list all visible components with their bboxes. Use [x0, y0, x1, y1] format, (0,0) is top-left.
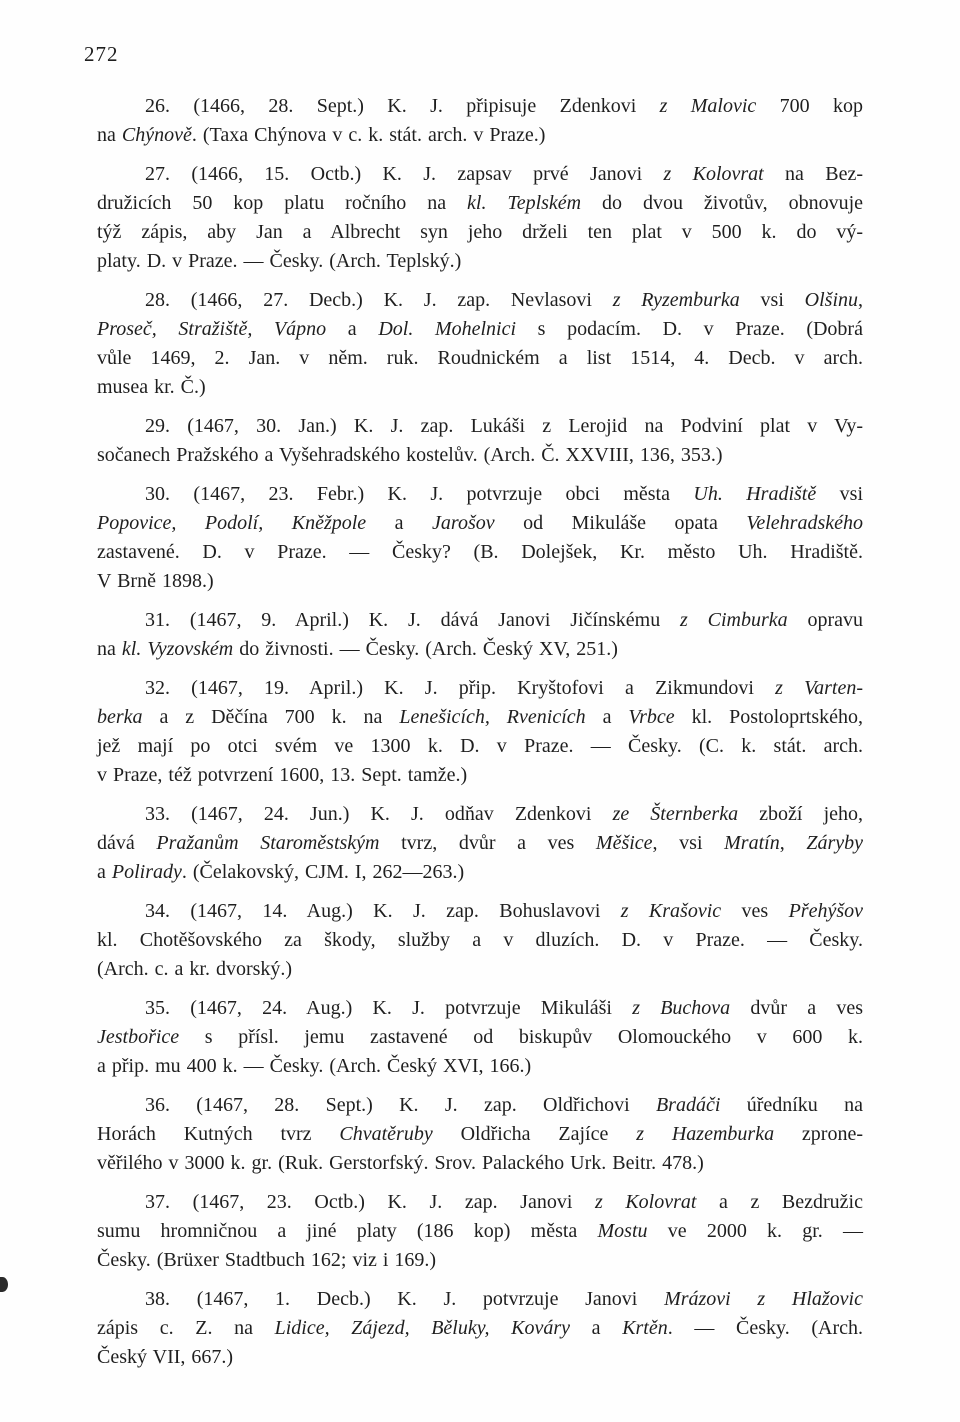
entry-32 — [97, 674, 863, 790]
entry-31 — [97, 606, 863, 664]
entry-33 — [97, 800, 863, 887]
entry-31-line: 31. (1467, 9. April.) K. J. dává Janovi Jičínskému z Cimburka opravu — [145, 609, 863, 631]
entry-27-line: družicích 50 kop platu ročního na kl. Teplském do dvou životův, obnovuje — [97, 192, 864, 214]
entry-37-line: 37. (1467, 23. Octb.) K. J. zap. Janovi z Kolovrat a z Bezdružic — [145, 1191, 863, 1213]
entry-38-line: Český VII, 667.) — [97, 1346, 234, 1368]
entry-26-line: na Chýnově. (Taxa Chýnova v c. k. stát. arch. v Praze.) — [97, 124, 546, 146]
entry-36-line: věřilého v 3000 k. gr. (Ruk. Gerstorfský. Srov. Palackého Urk. Beitr. 478.) — [97, 1152, 704, 1174]
entry-28 — [97, 286, 863, 402]
page-number: 272 — [84, 42, 119, 66]
entry-32-line: v Praze, též potvrzení 1600, 13. Sept. tamže.) — [97, 764, 468, 786]
entry-30-line: Popovice, Podolí, Kněžpole a Jarošov od Mikuláše opata Velehradského — [97, 512, 863, 534]
entry-28-line: Proseč, Stražiště, Vápno a Dol. Mohelnici s podacím. D. v Praze. (Dobrá — [97, 318, 863, 340]
entry-33-line: dává Pražanům Staroměstským tvrz, dvůr a ves Měšice, vsi Mratín, Záryby — [97, 832, 863, 854]
entry-33-line: a Polirady. (Čelakovský, CJM. I, 262—263.) — [97, 861, 465, 883]
entry-37-line: Česky. (Brüxer Stadtbuch 162; viz i 169.) — [97, 1249, 437, 1271]
entry-27-line: týž zápis, aby Jan a Albrecht syn jeho drželi ten plat v 500 k. do vý- — [97, 221, 863, 243]
entry-32-line: berka a z Děčína 700 k. na Lenešicích, Rvenicích a Vrbce kl. Postoloprtského, — [97, 706, 864, 728]
entry-32-line: 32. (1467, 19. April.) K. J. přip. Kryštofovi a Zikmundovi z Varten- — [145, 677, 863, 699]
entry-31-line: na kl. Vyzovském do živnosti. — Česky. (Arch. Český XV, 251.) — [97, 638, 618, 660]
entry-26-line: 26. (1466, 28. Sept.) K. J. připisuje Zdenkovi z Malovic 700 kop — [145, 95, 863, 117]
entry-27-line: 27. (1466, 15. Octb.) K. J. zapsav prvé Janovi z Kolovrat na Bez- — [145, 163, 863, 185]
entry-34 — [97, 897, 863, 984]
entry-37-line: sumu hromničnou a jiné platy (186 kop) města Mostu ve 2000 k. gr. — — [97, 1220, 864, 1242]
entry-29 — [97, 412, 863, 470]
entry-30-line: V Brně 1898.) — [97, 570, 214, 592]
entry-36 — [97, 1091, 863, 1178]
entry-26 — [97, 92, 863, 150]
regesta-entries — [97, 92, 863, 1382]
entry-28-line: musea kr. Č.) — [97, 376, 206, 398]
entry-35-line: 35. (1467, 24. Aug.) K. J. potvrzuje Mikuláši z Buchova dvůr a ves — [145, 997, 863, 1019]
entry-35 — [97, 994, 863, 1081]
scan-artifact — [0, 1277, 8, 1292]
entry-30-line: zastavené. D. v Praze. — Česky? (B. Dolejšek, Kr. město Uh. Hradiště. — [97, 541, 863, 563]
entry-30 — [97, 480, 863, 596]
entry-36-line: Horách Kutných tvrz Chvatěruby Oldřicha Zajíce z Hazemburka zprone- — [97, 1123, 864, 1145]
entry-27-line: platy. D. v Praze. — Česky. (Arch. Teplský.) — [97, 250, 462, 272]
entry-37 — [97, 1188, 863, 1275]
entry-38-line: zápis c. Z. na Lidice, Zájezd, Běluky, Kováry a Krtěn. — Česky. (Arch. — [97, 1317, 863, 1339]
entry-29-line: sočanech Pražského a Vyšehradského kostelův. (Arch. Č. XXVIII, 136, 353.) — [97, 444, 723, 466]
entry-38-line: 38. (1467, 1. Decb.) K. J. potvrzuje Janovi Mrázovi z Hlažovic — [145, 1288, 863, 1310]
entry-35-line: Jestbořice s přísl. jemu zastavené od biskupův Olomouckého v 600 k. — [97, 1026, 863, 1048]
entry-36-line: 36. (1467, 28. Sept.) K. J. zap. Oldřichovi Bradáči úředníku na — [145, 1094, 863, 1116]
entry-34-line: 34. (1467, 14. Aug.) K. J. zap. Bohuslavovi z Krašovic ves Přehýšov — [145, 900, 863, 922]
entry-32-line: jež mají po otci svém ve 1300 k. D. v Praze. — Česky. (C. k. stát. arch. — [97, 735, 863, 757]
entry-33-line: 33. (1467, 24. Jun.) K. J. odňav Zdenkovi ze Šternberka zboží jeho, — [145, 803, 863, 825]
entry-30-line: 30. (1467, 23. Febr.) K. J. potvrzuje obci města Uh. Hradiště vsi — [145, 483, 863, 505]
entry-38 — [97, 1285, 863, 1372]
entry-34-line: kl. Chotěšovského za škody, služby a v dluzích. D. v Praze. — Česky. — [97, 929, 863, 951]
entry-28-line: vůle 1469, 2. Jan. v něm. ruk. Roudnickém a list 1514, 4. Decb. v arch. — [97, 347, 863, 369]
entry-28-line: 28. (1466, 27. Decb.) K. J. zap. Nevlasovi z Ryzemburka vsi Olšinu, — [145, 289, 863, 311]
entry-34-line: (Arch. c. a kr. dvorský.) — [97, 958, 293, 980]
entry-27 — [97, 160, 863, 276]
entry-29-line: 29. (1467, 30. Jan.) K. J. zap. Lukáši z Lerojid na Podviní plat v Vy- — [145, 415, 863, 437]
entry-35-line: a přip. mu 400 k. — Česky. (Arch. Český XVI, 166.) — [97, 1055, 532, 1077]
